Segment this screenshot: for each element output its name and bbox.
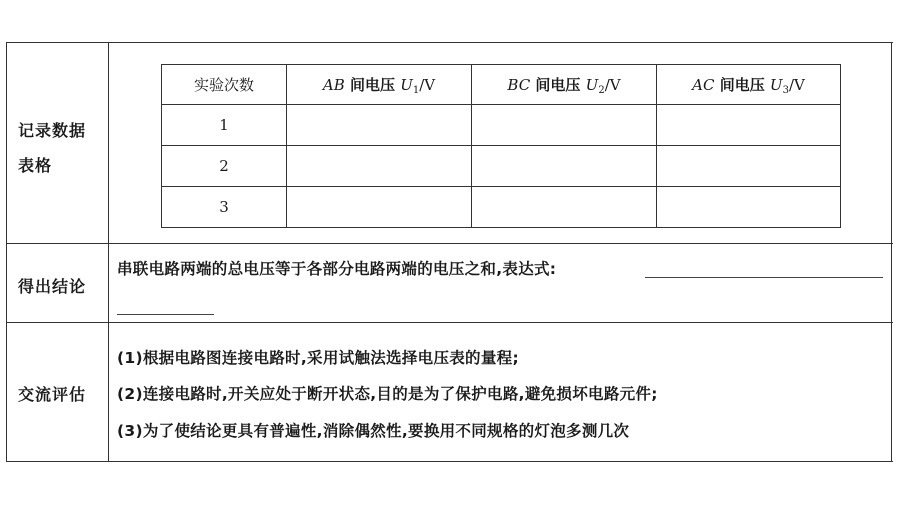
table-row (162, 146, 841, 187)
header-ab-cn: 间电压 (344, 75, 401, 94)
table-row (162, 187, 841, 228)
row-divider-2 (6, 322, 893, 323)
header-ac-sub: 3 (782, 84, 789, 96)
header-ac-unit: /V (788, 75, 805, 94)
header-ab-var: AB (322, 75, 345, 94)
header-ab-sym: U (400, 75, 413, 94)
trial-number-cell: 1 (162, 105, 287, 146)
header-ac-voltage (657, 65, 841, 105)
header-bc-voltage (472, 65, 657, 105)
header-ab-voltage (287, 65, 472, 105)
header-bc-var: BC (507, 75, 531, 94)
table-row (162, 105, 841, 146)
evaluation-item-2: (2)连接电路时,开关应处于断开状态,目的是为了保护电路,避免损坏电路元件; (117, 385, 658, 403)
header-ab-unit: /V (419, 75, 436, 94)
top-rule (6, 42, 893, 43)
expression-answer-line-continued[interactable] (117, 314, 214, 315)
column-divider (108, 42, 109, 462)
header-ac-sym: U (769, 75, 783, 94)
ab-voltage-cell[interactable] (287, 105, 472, 146)
conclusion-label: 得出结论 (18, 277, 87, 296)
bc-voltage-cell[interactable] (472, 105, 657, 146)
table-header-row (162, 65, 841, 105)
trial-number-cell: 2 (162, 146, 287, 187)
evaluation-label: 交流评估 (18, 385, 87, 404)
ac-voltage-cell[interactable] (657, 105, 841, 146)
trial-number-cell: 3 (162, 187, 287, 228)
expression-answer-line[interactable] (645, 277, 883, 278)
header-bc-sym: U (585, 75, 599, 94)
ab-voltage-cell[interactable] (287, 187, 472, 228)
record-table (161, 64, 841, 228)
header-trial-count: 实验次数 (162, 65, 287, 105)
evaluation-item-3: (3)为了使结论更具有普遍性,消除偶然性,要换用不同规格的灯泡多测几次 (117, 422, 630, 440)
header-ac-cn: 间电压 (714, 75, 770, 94)
ac-voltage-cell[interactable] (657, 187, 841, 228)
header-ab-sub: 1 (412, 84, 420, 96)
left-border (6, 42, 7, 462)
conclusion-text: 串联电路两端的总电压等于各部分电路两端的电压之和,表达式: (117, 260, 557, 278)
bc-voltage-cell[interactable] (472, 146, 657, 187)
header-bc-sub: 2 (598, 84, 605, 96)
ac-voltage-cell[interactable] (657, 146, 841, 187)
record-label-line1: 记录数据 (18, 121, 87, 140)
evaluation-item-1: (1)根据电路图连接电路时,采用试触法选择电压表的量程; (117, 349, 519, 367)
right-border (891, 42, 892, 462)
header-bc-unit: /V (604, 75, 621, 94)
ab-voltage-cell[interactable] (287, 146, 472, 187)
record-label-line2: 表格 (18, 156, 53, 175)
bc-voltage-cell[interactable] (472, 187, 657, 228)
row-divider-1 (6, 243, 893, 244)
header-ac-var: AC (692, 75, 715, 94)
header-bc-cn: 间电压 (530, 75, 586, 94)
bottom-border (6, 461, 893, 462)
